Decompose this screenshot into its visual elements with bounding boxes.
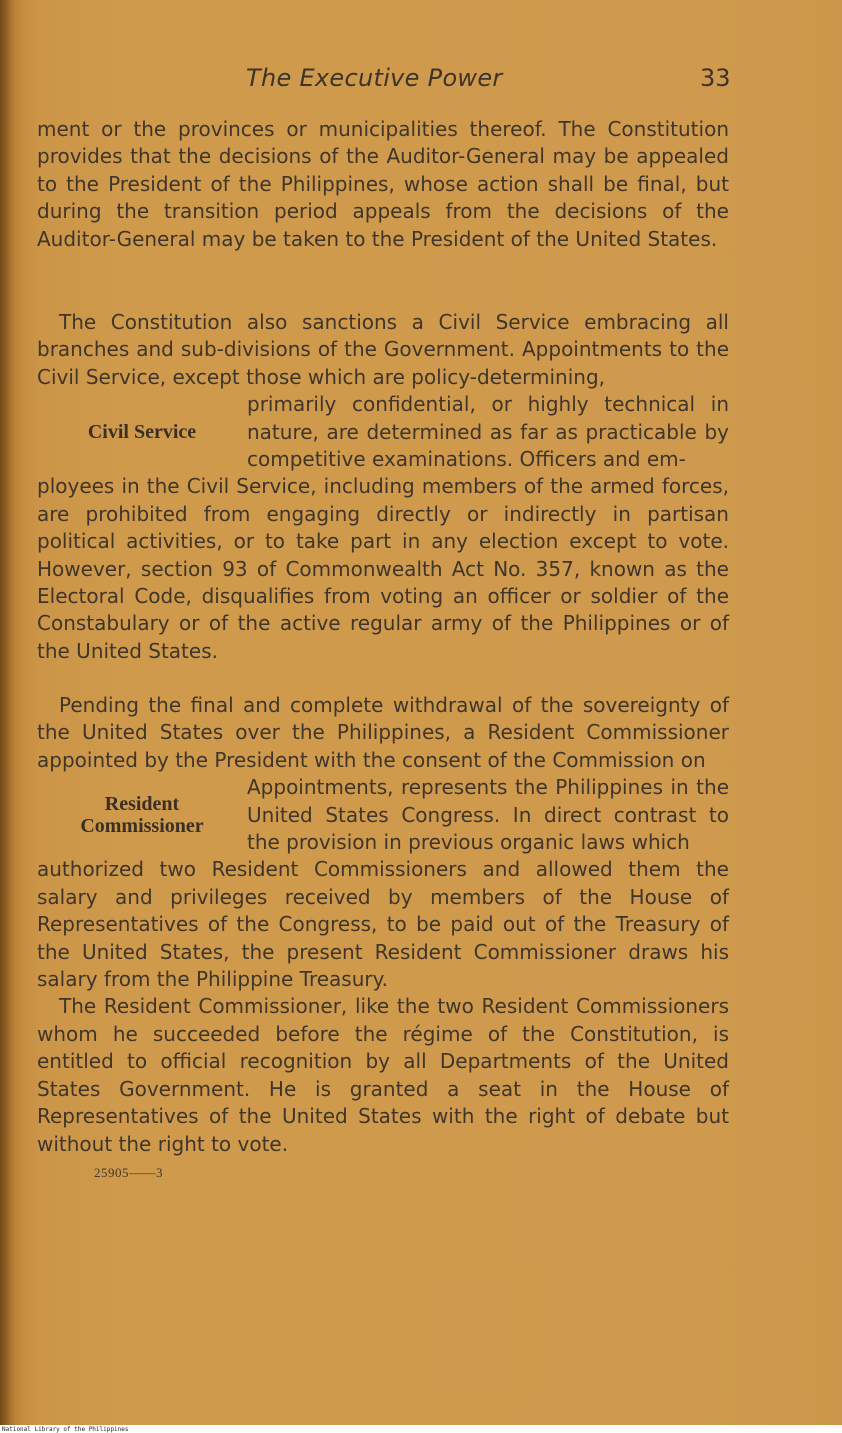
- running-header-title: The Executive Power: [246, 64, 503, 92]
- paragraph-text: ment or the provinces or municipalities thereof. The Constitution provides that the decisions of the Auditor-General may be appealed to the President of the Philippines, whose action shall be final, but during the transition period appeals from the decisions of the Auditor-General may be taken to the President of the United States.: [37, 117, 729, 251]
- section-resident-commissioner: [37, 692, 729, 1158]
- page-number: 33: [700, 64, 731, 92]
- civil-service-side-text: primarily confidential, or highly technical in nature, are determined as far as practicable by competitive examinations. Officers and em-: [247, 392, 729, 472]
- paragraph-auditor-general: [37, 116, 729, 253]
- side-heading-resident-commissioner: [37, 793, 247, 837]
- civil-service-intro: The Constitution also sanctions a Civil Service embracing all branches and sub-divisions of the Government. Appointments to the Civil Service, except those which are policy-determining,: [37, 310, 729, 389]
- resident-commissioner-second-paragraph: The Resident Commissioner, like the two Resident Commissioners whom he succeeded before the régime of the Constitution, is entitled to official recognition by all Departments of the United States Government. He is granted a seat in the House of Representatives of the United States with the right of debate but without the right to vote.: [37, 994, 729, 1156]
- resident-commissioner-intro: Pending the final and complete withdrawal of the sovereignty of the United States over the Philippines, a Resident Commissioner appointed by the President with the consent of the Commission on: [37, 693, 729, 772]
- printer-signature-mark: 25905——3: [94, 1165, 163, 1180]
- civil-service-rest: ployees in the Civil Service, including members of the armed forces, are prohibited from engaging directly or indirectly in partisan political activities, or to take part in any election except to vote. However, section 93 of Commonwealth Act No. 357, known as the Electoral Code, disqualifies from voting an officer or soldier of the Constabulary or of the active regular army of the Philippines or of the United States.: [37, 474, 729, 663]
- resident-commissioner-side-text: Appointments, represents the Philippines in the United States Congress. In direct contrast to the provision in previous organic laws which: [247, 775, 729, 855]
- side-heading-civil-service: Civil Service: [87, 420, 197, 443]
- footer-credit: National Library of the Philippines: [2, 1426, 129, 1433]
- resident-commissioner-marginal-row: [37, 774, 729, 856]
- side-heading-line: Commissioner: [80, 815, 204, 838]
- civil-service-marginal-row: [37, 391, 729, 473]
- side-heading-line: Resident: [104, 793, 180, 816]
- section-civil-service: [37, 309, 729, 665]
- resident-commissioner-rest: authorized two Resident Commissioners and allowed them the salary and privileges received by members of the House of Representatives of the Congress, to be paid out of the Treasury of the United States, the present Resident Commissioner draws his salary from the Philippine Treasury.: [37, 857, 729, 992]
